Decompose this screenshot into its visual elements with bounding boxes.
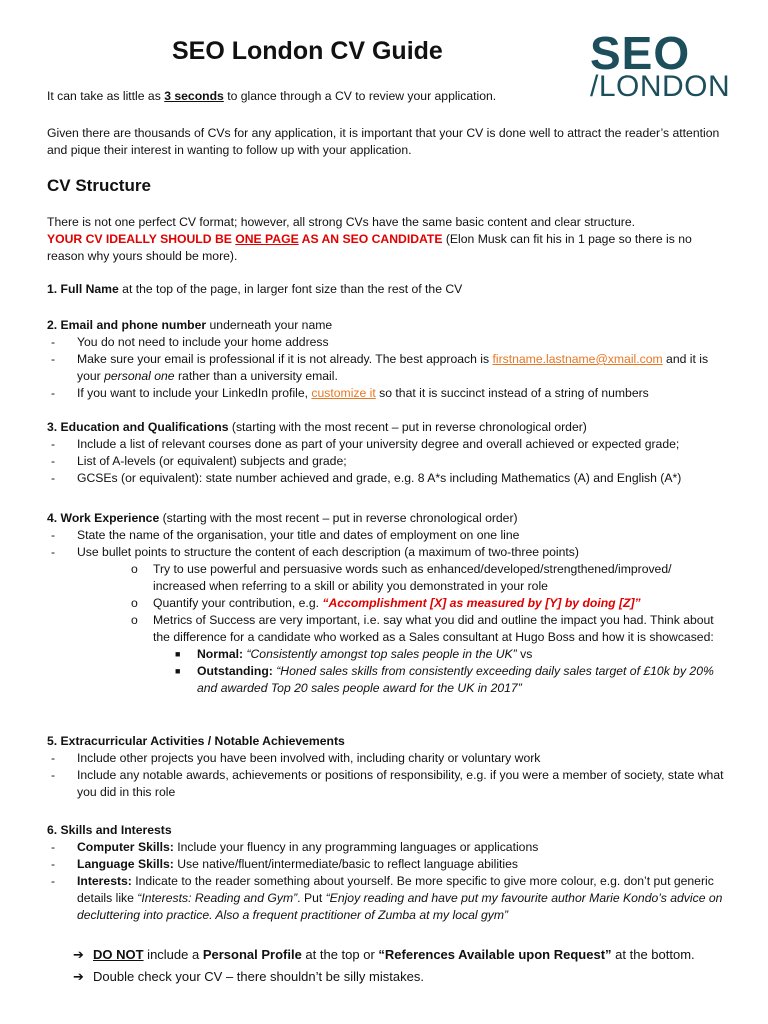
- sub-list-text: Try to use powerful and persuasive words such as enhanced/developed/strengthened/improved/ increased when referring to a skill or ability you demonstrated in your role: [153, 562, 672, 593]
- list-item: - You do not need to include your home address: [51, 335, 329, 349]
- list-item: - GCSEs (or equivalent): state number achieved and grade, e.g. 8 A*s including Mathematics (A) and English (A*): [51, 471, 682, 485]
- intro-p1: [47, 88, 727, 105]
- arrow-bold: Personal Profile: [202, 947, 302, 962]
- list-item-text: Indicate to the reader something about yourself. Be more specific to give more colour, e.g. don’t put generic details like: [77, 874, 714, 905]
- list-item-text: Include other projects you have been involved with, including charity or voluntary work: [77, 751, 541, 765]
- list-item: - Language Skills: Use native/fluent/intermediate/basic to reflect language abilities: [51, 857, 519, 871]
- list-item-text: List of A-levels (or equivalent) subjects and grade;: [77, 454, 347, 468]
- list-item-text: State the name of the organisation, your title and dates of employment on one line: [77, 528, 520, 542]
- section-heading: CV Structure: [47, 176, 151, 195]
- normal-example: “Consistently amongst top sales people in the UK”: [243, 647, 517, 661]
- section-3: [47, 419, 727, 487]
- intro-text: to glance through a CV to review your application.: [223, 89, 497, 103]
- section-6-title: 6. Skills and Interests: [47, 823, 172, 837]
- list-item: - Include a list of relevant courses done as part of your university degree and overall achieved or expected grade;: [51, 437, 680, 451]
- list-item-text: GCSEs (or equivalent): state number achieved and grade, e.g. 8 A*s including Mathematics (A) and English (A*): [77, 471, 682, 485]
- list-item-italic: personal one: [104, 369, 175, 383]
- section-4: [47, 510, 727, 697]
- outstanding-label: Outstanding:: [197, 664, 273, 678]
- section-2-text: underneath your name: [206, 318, 333, 332]
- section-5-title: 5. Extracurricular Activities / Notable Achievements: [47, 734, 345, 748]
- list-item-italic: “Interests: Reading and Gym”: [137, 891, 298, 905]
- list-item-text: rather than a university email.: [174, 369, 338, 383]
- list-item-text: and it is your: [77, 352, 709, 383]
- red-text: YOUR CV IDEALLY SHOULD BE: [47, 232, 236, 246]
- arrow-text: include a: [143, 947, 203, 962]
- normal-label: Normal:: [197, 647, 244, 661]
- list-item: - Use bullet points to structure the content of each description (a maximum of two-three points): [51, 545, 579, 559]
- list-item-text: Make sure your email is professional if it is not already. The best approach is: [77, 352, 493, 366]
- structure-p2: [47, 231, 727, 265]
- red-text: AS AN SEO CANDIDATE: [298, 232, 443, 246]
- list-item-label: Computer Skills:: [77, 840, 174, 854]
- arrow-item: [47, 946, 727, 963]
- sub-list-text: Quantify your contribution, e.g.: [153, 596, 323, 610]
- section-3-text: (starting with the most recent – put in reverse chronological order): [228, 420, 587, 434]
- page-title: SEO London CV Guide: [172, 37, 443, 65]
- section-1-title: 1. Full Name: [47, 282, 119, 296]
- section-3-title: 3. Education and Qualifications: [47, 420, 229, 434]
- arrow-bold: “References Available upon Request”: [378, 947, 612, 962]
- section-2-title: 2. Email and phone number: [47, 318, 207, 332]
- intro-emphasis: 3 seconds: [164, 89, 224, 103]
- arrow-item: [47, 968, 727, 985]
- sub-list-item: o Quantify your contribution, e.g. “Accomplishment [X] as measured by [Y] by doing [Z]”: [131, 596, 641, 610]
- arrow-text: at the bottom.: [611, 947, 695, 962]
- list-item-text: so that it is succinct instead of a string of numbers: [375, 386, 649, 400]
- arrow-text: at the top or: [301, 947, 379, 962]
- list-item: - Include any notable awards, achievements or positions of responsibility, e.g. if you were a member of society, state what you did in this role: [51, 768, 724, 799]
- list-item-text: Use native/fluent/intermediate/basic to reflect language abilities: [173, 857, 519, 871]
- list-item-italic: “Enjoy reading and have put my favourite author Marie Kondo’s advice on decluttering into practice. Also a frequent practitioner of Zumba at my local gym”: [77, 891, 723, 922]
- list-item: - List of A-levels (or equivalent) subjects and grade;: [51, 454, 347, 468]
- structure-p1: There is not one perfect CV format; however, all strong CVs have the same basic content and clear structure.: [47, 215, 635, 229]
- section-4-title: 4. Work Experience: [47, 511, 160, 525]
- section-1: [47, 281, 727, 298]
- list-item-text: . Put: [297, 891, 326, 905]
- email-example-link[interactable]: firstname.lastname@xmail.com: [492, 352, 663, 366]
- sub-list-item: o Try to use powerful and persuasive words such as enhanced/developed/strengthened/improved/ increased when referring to a skill or ability you demonstrated in your role: [131, 562, 672, 593]
- list-item: - Include other projects you have been involved with, including charity or voluntary work: [51, 751, 541, 765]
- list-item: - Interests: Indicate to the reader something about yourself. Be more specific to give more colour, e.g. don’t put generic details like “Interests: Reading and Gym”. Put “Enjoy reading and have put my favourite author Marie Kondo’s advice on decluttering into practice. Also a frequent practitioner of Zumba at my local gym”: [51, 874, 723, 922]
- logo-line-1: SEO: [590, 27, 691, 79]
- list-item-text: If you want to include your LinkedIn profile,: [77, 386, 312, 400]
- list-item-text: Include a list of relevant courses done as part of your university degree and overall achieved or expected grade;: [77, 437, 680, 451]
- vs-text: vs: [516, 647, 533, 661]
- list-item: - Make sure your email is professional if it is not already. The best approach is firstname.lastname@xmail.com and it is your personal one rather than a university email.: [51, 352, 709, 383]
- list-item-label: Interests:: [77, 874, 132, 888]
- section-4-text: (starting with the most recent – put in reverse chronological order): [159, 511, 518, 525]
- arrow-icon: ➔: [73, 969, 84, 984]
- sub-sub-list-item: ■ Normal: “Consistently amongst top sales people in the UK” vs: [175, 647, 533, 661]
- structure-text: (Elon Musk can fit his in 1 page so there is no reason why yours should be more).: [47, 232, 692, 263]
- list-item-text: You do not need to include your home address: [77, 335, 329, 349]
- red-text-underlined: ONE PAGE: [235, 232, 299, 246]
- list-item-text: Use bullet points to structure the content of each description (a maximum of two-three points): [77, 545, 579, 559]
- list-item: - Computer Skills: Include your fluency in any programming languages or applications: [51, 840, 539, 854]
- section-1-text: at the top of the page, in larger font size than the rest of the CV: [118, 282, 463, 296]
- section-2: [47, 317, 727, 402]
- logo-line-2: /LONDON: [590, 70, 731, 103]
- do-not-text: DO NOT: [93, 947, 144, 962]
- section-5: [47, 733, 727, 801]
- list-item-label: Language Skills:: [77, 857, 174, 871]
- intro-p2: Given there are thousands of CVs for any application, it is important that your CV is done well to attract the reader’s attention and pique their interest in wanting to follow up with your application.: [47, 126, 720, 157]
- list-item: - State the name of the organisation, your title and dates of employment on one line: [51, 528, 520, 542]
- list-item-text: Include any notable awards, achievements or positions of responsibility, e.g. if you were a member of society, state what you did in this role: [77, 768, 724, 799]
- final-notes: [47, 946, 727, 985]
- accomplishment-formula: “Accomplishment [X] as measured by [Y] by doing [Z]”: [322, 596, 641, 610]
- list-item: - If you want to include your LinkedIn profile, customize it so that it is succinct instead of a string of numbers: [51, 386, 649, 400]
- section-6: [47, 822, 727, 924]
- arrow-icon: ➔: [73, 947, 84, 962]
- intro-text: It can take as little as: [47, 89, 165, 103]
- outstanding-example: “Honed sales skills from consistently exceeding daily sales target of £10k by 20% and awarded Top 20 sales people award for the UK in 2017”: [197, 664, 714, 695]
- sub-list-item: o Metrics of Success are very important, i.e. say what you did and outline the impact you had. Think about the difference for a candidate who worked as a Sales consultant at Hugo Boss and how it is showcased:: [131, 613, 714, 644]
- sub-sub-list-item: ■ Outstanding: “Honed sales skills from consistently exceeding daily sales target of £10k by 20% and awarded Top 20 sales people award for the UK in 2017”: [175, 664, 714, 695]
- list-item-text: Include your fluency in any programming languages or applications: [173, 840, 539, 854]
- sub-list-text: Metrics of Success are very important, i.e. say what you did and outline the impact you had. Think about the difference for a candidate who worked as a Sales consultant at Hugo Boss and how it is showcased:: [153, 613, 714, 644]
- customize-it-link[interactable]: customize it: [311, 386, 376, 400]
- arrow-text: Double check your CV – there shouldn’t be silly mistakes.: [93, 969, 424, 984]
